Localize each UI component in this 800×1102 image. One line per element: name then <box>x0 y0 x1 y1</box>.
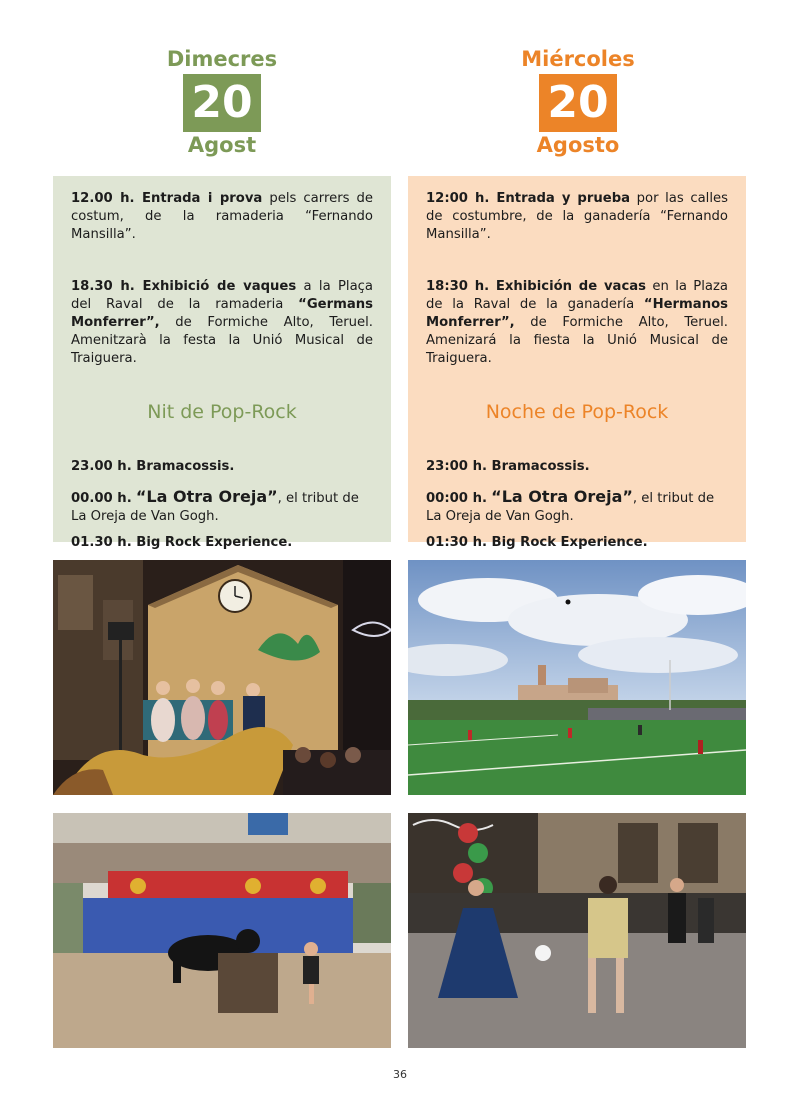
schedule-item <box>426 278 728 368</box>
weekday: Miércoles <box>521 47 635 71</box>
schedule-time: 00:00 h. <box>426 491 487 506</box>
schedule-item: 23:00 h. Bramacossis. <box>426 459 590 474</box>
schedule-text: de Formiche Alto, Teruel. Amenitzarà la festa la Unió Musical de Traiguera. <box>71 315 373 366</box>
program-panel-catalan <box>53 176 391 550</box>
schedule-bold: “La Otra Oreja” <box>135 487 278 506</box>
schedule-bold: “Hermanos Monferrer”, <box>426 297 728 330</box>
night-title: Nit de Pop-Rock <box>147 401 297 423</box>
schedule-bold: “Germans Monferrer”, <box>71 297 373 330</box>
schedule-text: , el tribut de La Oreja de Van Gogh. <box>426 491 715 524</box>
schedule-text: a la Plaça del Raval de la ramaderia <box>71 279 373 312</box>
date-header-spanish <box>458 46 698 158</box>
schedule-item: 01:30 h. Big Rock Experience. <box>426 535 648 550</box>
weekday: Dimecres <box>166 47 278 71</box>
schedule-item <box>426 488 728 526</box>
schedule-text: en la Plaza de la Raval de la ganadería <box>426 279 728 312</box>
schedule-time: 12.00 h. Entrada i prova <box>71 191 263 206</box>
schedule-time: 18.30 h. Exhibició de vaques <box>71 279 297 294</box>
day-number-badge: 20 <box>539 74 617 132</box>
schedule-time: 18:30 h. Exhibición de vacas <box>426 279 647 294</box>
parade-float-photo <box>53 560 391 795</box>
month: Agosto <box>536 133 620 157</box>
schedule-time: 12:00 h. Entrada y prueba <box>426 191 631 206</box>
schedule-item: 23.00 h. Bramacossis. <box>71 459 235 474</box>
schedule-time: 00.00 h. <box>71 491 132 506</box>
schedule-bold: “La Otra Oreja” <box>491 487 633 506</box>
schedule-text: , el tribut de La Oreja de Van Gogh. <box>71 491 359 524</box>
schedule-text: de Formiche Alto, Teruel. Amenizará la fiesta la Unió Musical de Traiguera. <box>426 315 728 366</box>
day-number-badge: 20 <box>183 74 261 132</box>
schedule-item <box>71 488 373 526</box>
schedule-item <box>71 278 373 368</box>
schedule-item <box>426 190 728 244</box>
month: Agost <box>187 133 257 157</box>
night-dance-photo <box>408 813 746 1048</box>
football-field-photo <box>408 560 746 795</box>
schedule-text: pels carrers de costum, de la ramaderia “Fernando Mansilla”. <box>71 191 374 242</box>
schedule-item: 01.30 h. Big Rock Experience. <box>71 535 293 550</box>
schedule-item <box>71 190 373 244</box>
schedule-text: por las calles de costumbre, de la ganadería “Fernando Mansilla”. <box>426 191 728 242</box>
page-number: 36 <box>393 1068 407 1081</box>
night-title: Noche de Pop-Rock <box>485 401 669 423</box>
date-header-catalan <box>102 46 342 158</box>
bull-street-photo <box>53 813 391 1048</box>
program-panel-spanish <box>408 176 746 550</box>
